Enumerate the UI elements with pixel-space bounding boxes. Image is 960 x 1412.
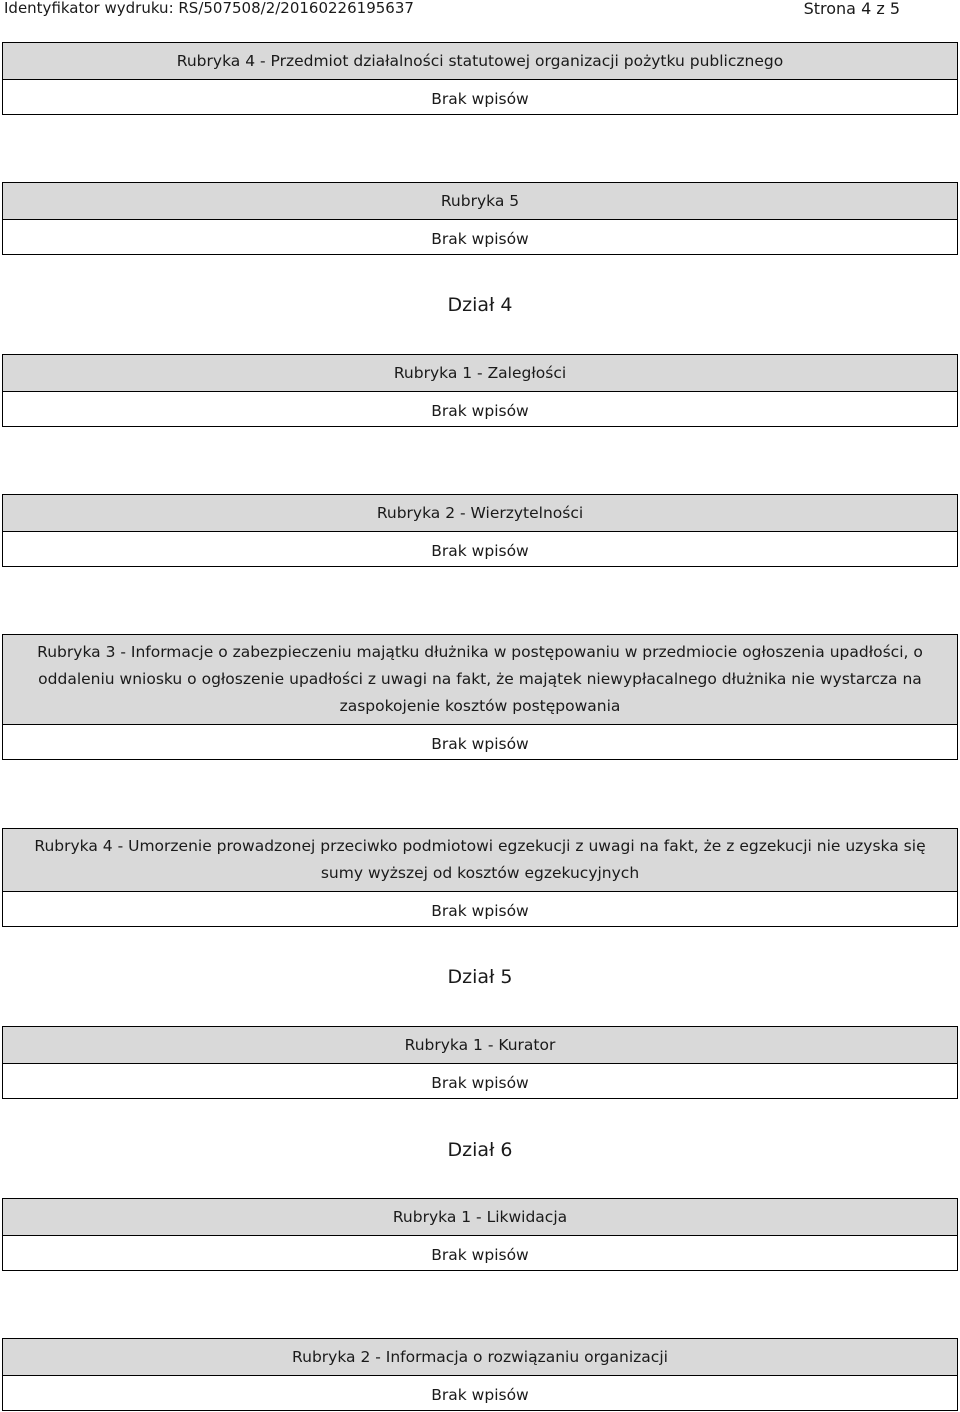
rubryka-umorzenie-egzekucji	[2, 828, 958, 927]
rubryka-wierzytelnosci	[2, 494, 958, 567]
rubryka-likwidacja	[2, 1198, 958, 1271]
rubryka-zaleglosci	[2, 354, 958, 427]
rubryka-title: Rubryka 1 - Likwidacja	[3, 1199, 957, 1236]
rubryka-title: Rubryka 3 - Informacje o zabezpieczeniu majątku dłużnika w postępowaniu w przedmiocie ogłoszenia upadłości, o oddaleniu wniosku o ogłoszenie upadłości z uwagi na fakt, że majątek niewypłacalnego dłużnika nie wystarcza na zaspokojenie kosztów postępowania	[3, 635, 957, 725]
section-heading-dzial-6: Dział 6	[447, 1139, 513, 1161]
print-identifier: Identyfikator wydruku: RS/507508/2/20160226195637	[4, 0, 414, 17]
rubryka-value: Brak wpisów	[431, 1246, 529, 1264]
rubryka-title: Rubryka 2 - Informacja o rozwiązaniu organizacji	[3, 1339, 957, 1376]
page-number: Strona 4 z 5	[803, 0, 900, 18]
section-heading-dzial-5: Dział 5	[447, 966, 513, 988]
rubryka-value: Brak wpisów	[431, 230, 529, 248]
rubryka-title: Rubryka 5	[3, 183, 957, 220]
rubryka-5	[2, 182, 958, 255]
rubryka-value: Brak wpisów	[431, 1386, 529, 1404]
rubryka-value: Brak wpisów	[431, 735, 529, 753]
rubryka-informacje-zabezpieczenie	[2, 634, 958, 760]
rubryka-title: Rubryka 4 - Przedmiot działalności statutowej organizacji pożytku publicznego	[3, 43, 957, 80]
rubryka-title: Rubryka 1 - Zaległości	[3, 355, 957, 392]
rubryka-value: Brak wpisów	[431, 402, 529, 420]
rubryka-kurator	[2, 1026, 958, 1099]
rubryka-rozwiazanie-organizacji	[2, 1338, 958, 1411]
rubryka-przedmiot-dzialalnosci	[2, 42, 958, 115]
rubryka-value: Brak wpisów	[431, 1074, 529, 1092]
rubryka-value: Brak wpisów	[431, 90, 529, 108]
rubryka-value: Brak wpisów	[431, 542, 529, 560]
rubryka-value: Brak wpisów	[431, 902, 529, 920]
rubryka-title: Rubryka 2 - Wierzytelności	[3, 495, 957, 532]
rubryka-title: Rubryka 1 - Kurator	[3, 1027, 957, 1064]
section-heading-dzial-4: Dział 4	[447, 294, 513, 316]
rubryka-title: Rubryka 4 - Umorzenie prowadzonej przeciwko podmiotowi egzekucji z uwagi na fakt, że z egzekucji nie uzyska się sumy wyższej od kosztów egzekucyjnych	[3, 829, 957, 892]
